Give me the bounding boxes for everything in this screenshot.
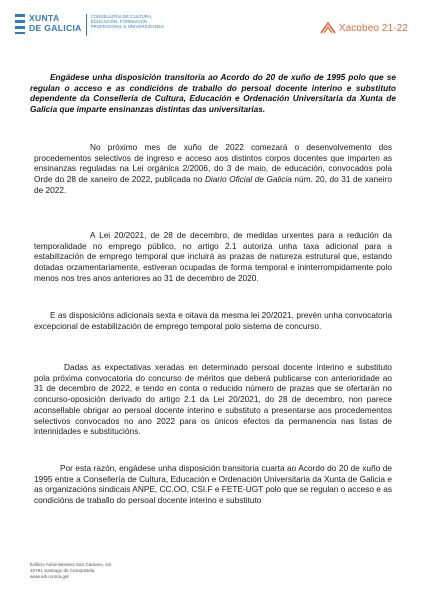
xacobeo-logo (320, 22, 408, 34)
logo-divider (86, 14, 87, 36)
document-title: Engádese unha disposición transitoria ao Acordo do 20 de xuño de 1995 polo que se regulan o acceso e as condicións de traballo do persoal docente interino e substituto dependente da Consellería de Cultura, Educación e Ordenación Universitaria da Xunta de Galicia que imparte ensinanzas distintas das universitarias. (30, 72, 396, 114)
paragraph-5: Por esta razón, engádese unha disposición transitoria cuarta ao Acordo do 20 de xuño de 1995 entre a Consellería de Cultura, Educación e Ordenación Universitaria da Xunta de Galicia e as organizacións sindicais ANPE, CC.OO, CSI.F e FETE-UGT polo que se regulan o acceso e as condicións de traballo do persoal docente interino e substituto (34, 463, 392, 506)
xunta-flag-icon (15, 14, 25, 34)
paragraph-2: A Lei 20/2021, de 28 de decembro, de medidas urxentes para a redución da temporalidade no emprego público, no artigo 2.1 autoriza unha taxa adicional para a estabilización de emprego temporal que incluirá as prazas de natureza estrutural que, estando dotadas orzamentariamente, estiveran ocupadas de forma temporal e ininterrompidamente polo menos nos tres anos anteriores ao 31 de decembro de 2020. (34, 230, 392, 283)
paragraph-4: Dadas as expectativas xeradas en determinado persoal docente interino e substituto pola próxima convocatoria do concurso de méritos que deberá publicarse con anterioridade ao 31 de decembro de 2022, e tendo en conta o reducido número de prazas que se ofertarán no concurso-oposición derivado do artigo 2.1 da Lei 20/2021, do 28 de decembro, non parece aconsellable obrigar ao persoal docente interino e substituto a presentarse aos procedementos selectivos convocados no ano 2022 para os únicos efectos da permanencia nas listas de interinidades e substitucións. (34, 362, 392, 437)
paragraph-3: E as disposicións adicionais sexta e oitava da mesma lei 20/2021, prevén unha convocatoria excepcional de estabilización de emprego temporal polo sistema de concurso. (34, 310, 392, 331)
page-header (0, 0, 424, 52)
xunta-name-line2: DE GALICIA (29, 22, 82, 33)
department-line3: PROFESIONAL E UNIVERSIDADES (90, 24, 165, 30)
xunta-name (29, 14, 82, 33)
footer-website-link[interactable]: www.edu.xunta.gal (30, 573, 69, 579)
xacobeo-label: Xacobeo 21·22 (338, 22, 408, 34)
xunta-name-line1: XUNTA (29, 13, 60, 23)
xunta-logo (15, 14, 164, 36)
paragraph-1 (34, 142, 392, 196)
footer-address: Edificio Administrativo San Caetano, s/n (30, 562, 112, 567)
paragraph-1-text-end: núm. 20, do 31 de xaneiro de 2022. (34, 174, 392, 195)
paragraph-1-text: No próximo mes de xuño de 2022 comezará o desenvolvemento dos procedementos selectivos de ingreso e acceso aos distintos corpos docentes que imparten as ensinanzas reguladas na Lei orgánica 2/2006, do 3 de maio, de educación, convocados pola Orde do 28 de xaneiro de 2022, publicada no (34, 142, 392, 185)
department-name (91, 14, 164, 30)
footer-postal-city: 15781 Santiago de Compostela (30, 567, 95, 573)
xacobeo-mark-icon (320, 22, 336, 34)
department-line1: CONSELLERÍA DE CULTURA, (90, 14, 153, 19)
page-footer (30, 562, 111, 579)
department-line2: EDUCACIÓN, FORMACIÓN (90, 19, 148, 25)
paragraph-1-journal-name: Diario Oficial de Galicia (204, 174, 292, 185)
